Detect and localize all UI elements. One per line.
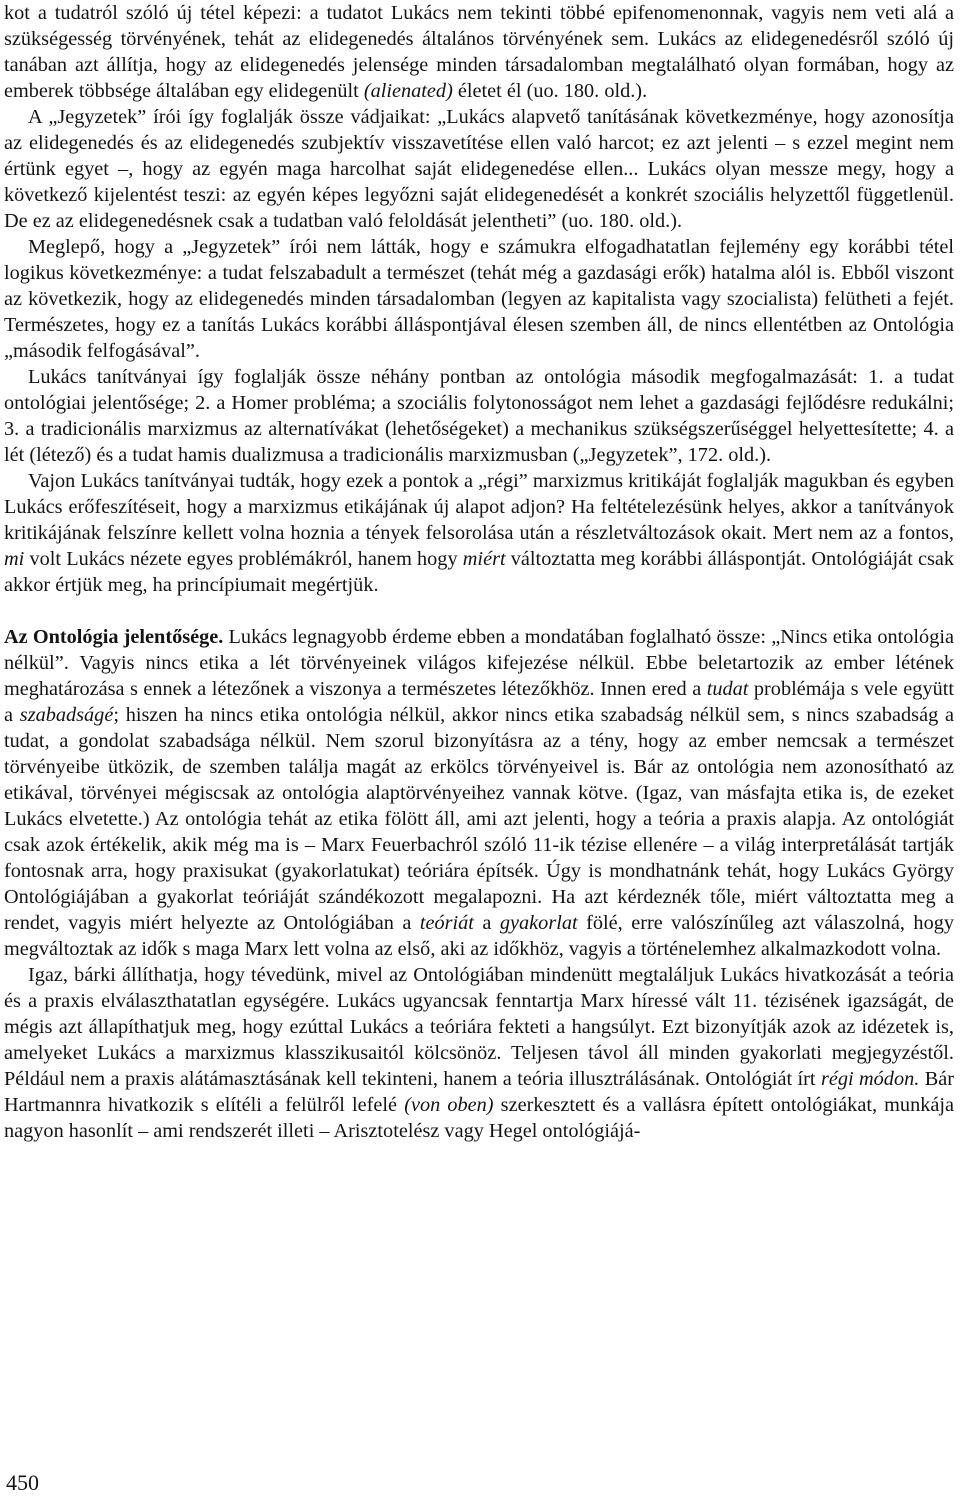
paragraph-text: kot a tudatról szóló új tétel képezi: a tudatot Lukács nem tekinti többé epifenomenonnak, vagyis nem veti alá a szükségesség törvényének, tehát az elidegenedés általános törvényének sem. Lukács az elidegenedésről szóló új tanában azt állítja, hogy az elidegenedés jelensége minden társadalomban megtalálható olyan formában, hogy az emberek többsége általában egy elidegenült [4,2,954,102]
body-paragraph [4,468,954,598]
italic-text: (alienated) [363,80,453,102]
body-paragraph [4,0,954,104]
body-paragraph [4,364,954,468]
paragraph-text: Lukács legnagyobb érdeme ebben a mondatában foglalható össze: „Nincs etika ontológia nélkül”. Vagyis nincs etika a lét törvényeinek világos kifejezése nélkül. Ebbe beletartozik az ember létének meghatározása s ennek a létezőnek a viszonya a természetes létezőkhöz. Innen ered a [4,626,954,700]
paragraph-text: életet él (uo. 180. old.). [452,80,648,102]
italic-text: szabadságé [19,704,114,726]
body-paragraph [4,962,954,1144]
italic-text: régi módon. [820,1068,920,1090]
italic-text: (von oben) [404,1094,494,1116]
paragraph-gap [4,598,954,624]
paragraph-text: szerkesztett és a vallásra épített ontológiákat, munkája nagyon hasonlít – ami rendszerét illeti – Arisztotelész vagy Hegel ontológiájá- [4,1094,954,1142]
paragraph-text: Igaz, bárki állíthatja, hogy tévedünk, mivel az Ontológiában mindenütt megtaláljuk Lukács hivatkozását a teória és a praxis elválaszthatatlan egységére. Lukács ugyancsak fenntartja Marx híressé vált 11. tézisének igazságát, de mégis azt állapíthatjuk meg, hogy ezúttal Lukács a teóriára fekteti a hangsúlyt. Ezt bizonyítják azok az idézetek is, amelyeket Lukács a marxizmus klasszikusaitól kölcsönöz. Teljesen távol áll minden gyakorlati megjegyzéstől. Például nem a praxis alátámasztásának kell tekinteni, hanem a teória illusztrálásának. Ontológiát írt [4,964,954,1090]
paragraph-text: változtatta meg korábbi álláspontját. Ontológiáját csak akkor értjük meg, ha princípiumait megértjük. [4,548,955,596]
document-page [4,0,954,1144]
body-paragraph [4,234,954,364]
page-number: 450 [6,1470,39,1495]
paragraph-text: Meglepő, hogy a „Jegyzetek” írói nem látták, hogy e számukra elfogadhatatlan fejlemény egy korábbi tétel logikus következménye: a tudat felszabadult a természet (tehát még a gazdasági erők) hatalma alól is. Ebből viszont az következik, hogy az elidegenedés minden társadalomban (legyen az kapitalista vagy szocialista) felütheti a fejét. Természetes, hogy ez a tanítás Lukács korábbi álláspontjával élesen szemben áll, de nincs ellentétben az Ontológia „második felfogásával”. [4,236,954,362]
italic-text: teóriát [419,912,474,934]
paragraph-text: a [473,912,500,934]
section-heading: Az Ontológia jelentősége. [4,626,224,648]
paragraph-text: Lukács tanítványai így foglalják össze néhány pontban az ontológia második megfogalmazását: 1. a tudat ontológiai jelentősége; 2. a Homer probléma; a szociális folytonosságot nem lehet a gazdasági fejlődésre redukálni; 3. a tradicionális marxizmus az alternatívákat (lehetőségeket) a mechanikus szükségszerűséggel helyettesítette; 4. a lét (létező) és a tudat hamis dualizmusa a tradicionális marxizmusban („Jegyzetek”, 172. old.). [4,366,954,466]
italic-text: miért [462,548,506,570]
paragraph-text: Bár Hartmannra hivatkozik s elítéli a felülről lefelé [4,1068,954,1116]
italic-text: mi [4,548,25,570]
italic-text: tudat [706,678,749,700]
body-paragraph [4,104,954,234]
body-paragraph [4,624,954,962]
paragraph-text: ; hiszen ha nincs etika ontológia nélkül, akkor nincs etika szabadság nélkül sem, s nincs szabadság a tudat, a gondolat szabadsága nélkül. Nem szorul bizonyításra az a tény, hogy az ember nemcsak a természet törvényeibe ütközik, de szemben találja magát az erkölcs törvényeivel is. Bár az ontológia nem azonosítható az etikával, törvényei mégiscsak az ontológia alaptörvényeihez vannak kötve. (Igaz, van másfajta etika is, de ezeket Lukács elvetette.) Az ontológia tehát az etika fölött áll, ami azt jelenti, hogy a teória a praxis alapja. Az ontológiát csak azok értékelik, akik még ma is – Marx Feuerbachról szóló 11-ik tézise ellenére – a világ interpretálását tartják fontosnak arra, hogy praxisukat (gyakorlatukat) teóriára építsék. Úgy is mondhatnánk tehát, hogy Lukács György Ontológiájában a gyakorlat teóriáját szándékozott megalapozni. Ha azt kérdeznék tőle, miért változtatta meg a rendet, vagyis miért helyezte az Ontológiában a [4,704,955,934]
paragraph-text: volt Lukács nézete egyes problémákról, hanem hogy [24,548,463,570]
italic-text: gyakorlat [499,912,578,934]
paragraph-text: problémája s vele együtt a [4,678,954,726]
paragraph-text: Vajon Lukács tanítványai tudták, hogy ezek a pontok a „régi” marxizmus kritikáját foglalják magukban és egyben Lukács erőfeszítéseit, hogy a marxizmus etikájának új alapot adjon? Ha feltételezésünk helyes, akkor a tanítványok kritikájának felszínre kellett volna hoznia a tények felsorolása után a részletváltozások okait. Mert nem az a fontos, [4,470,954,544]
paragraph-text: A „Jegyzetek” írói így foglalják össze vádjaikat: „Lukács alapvető tanításának következménye, hogy azonosítja az elidegenedés és az elidegenedés szubjektív visszavetítése ellen való harcot; ez azt jelenti – s ezzel megint nem értünk egyet –, hogy az egyén maga harcolhat saját elidegenedése ellen... Lukács olyan messze megy, hogy a következő kijelentést teszi: az egyén képes legyőzni saját elidegenedését a konkrét szociális helyzettől függetlenül. De ez az elidegenedésnek csak a tudatban való feloldását jelentheti” (uo. 180. old.). [4,106,954,232]
paragraph-text: fölé, erre valószínűleg azt válaszolná, hogy megváltoztak az idők s maga Marx lett volna az első, aki az időkhöz, vagyis a történelemhez alkalmazkodott volna. [4,912,954,960]
